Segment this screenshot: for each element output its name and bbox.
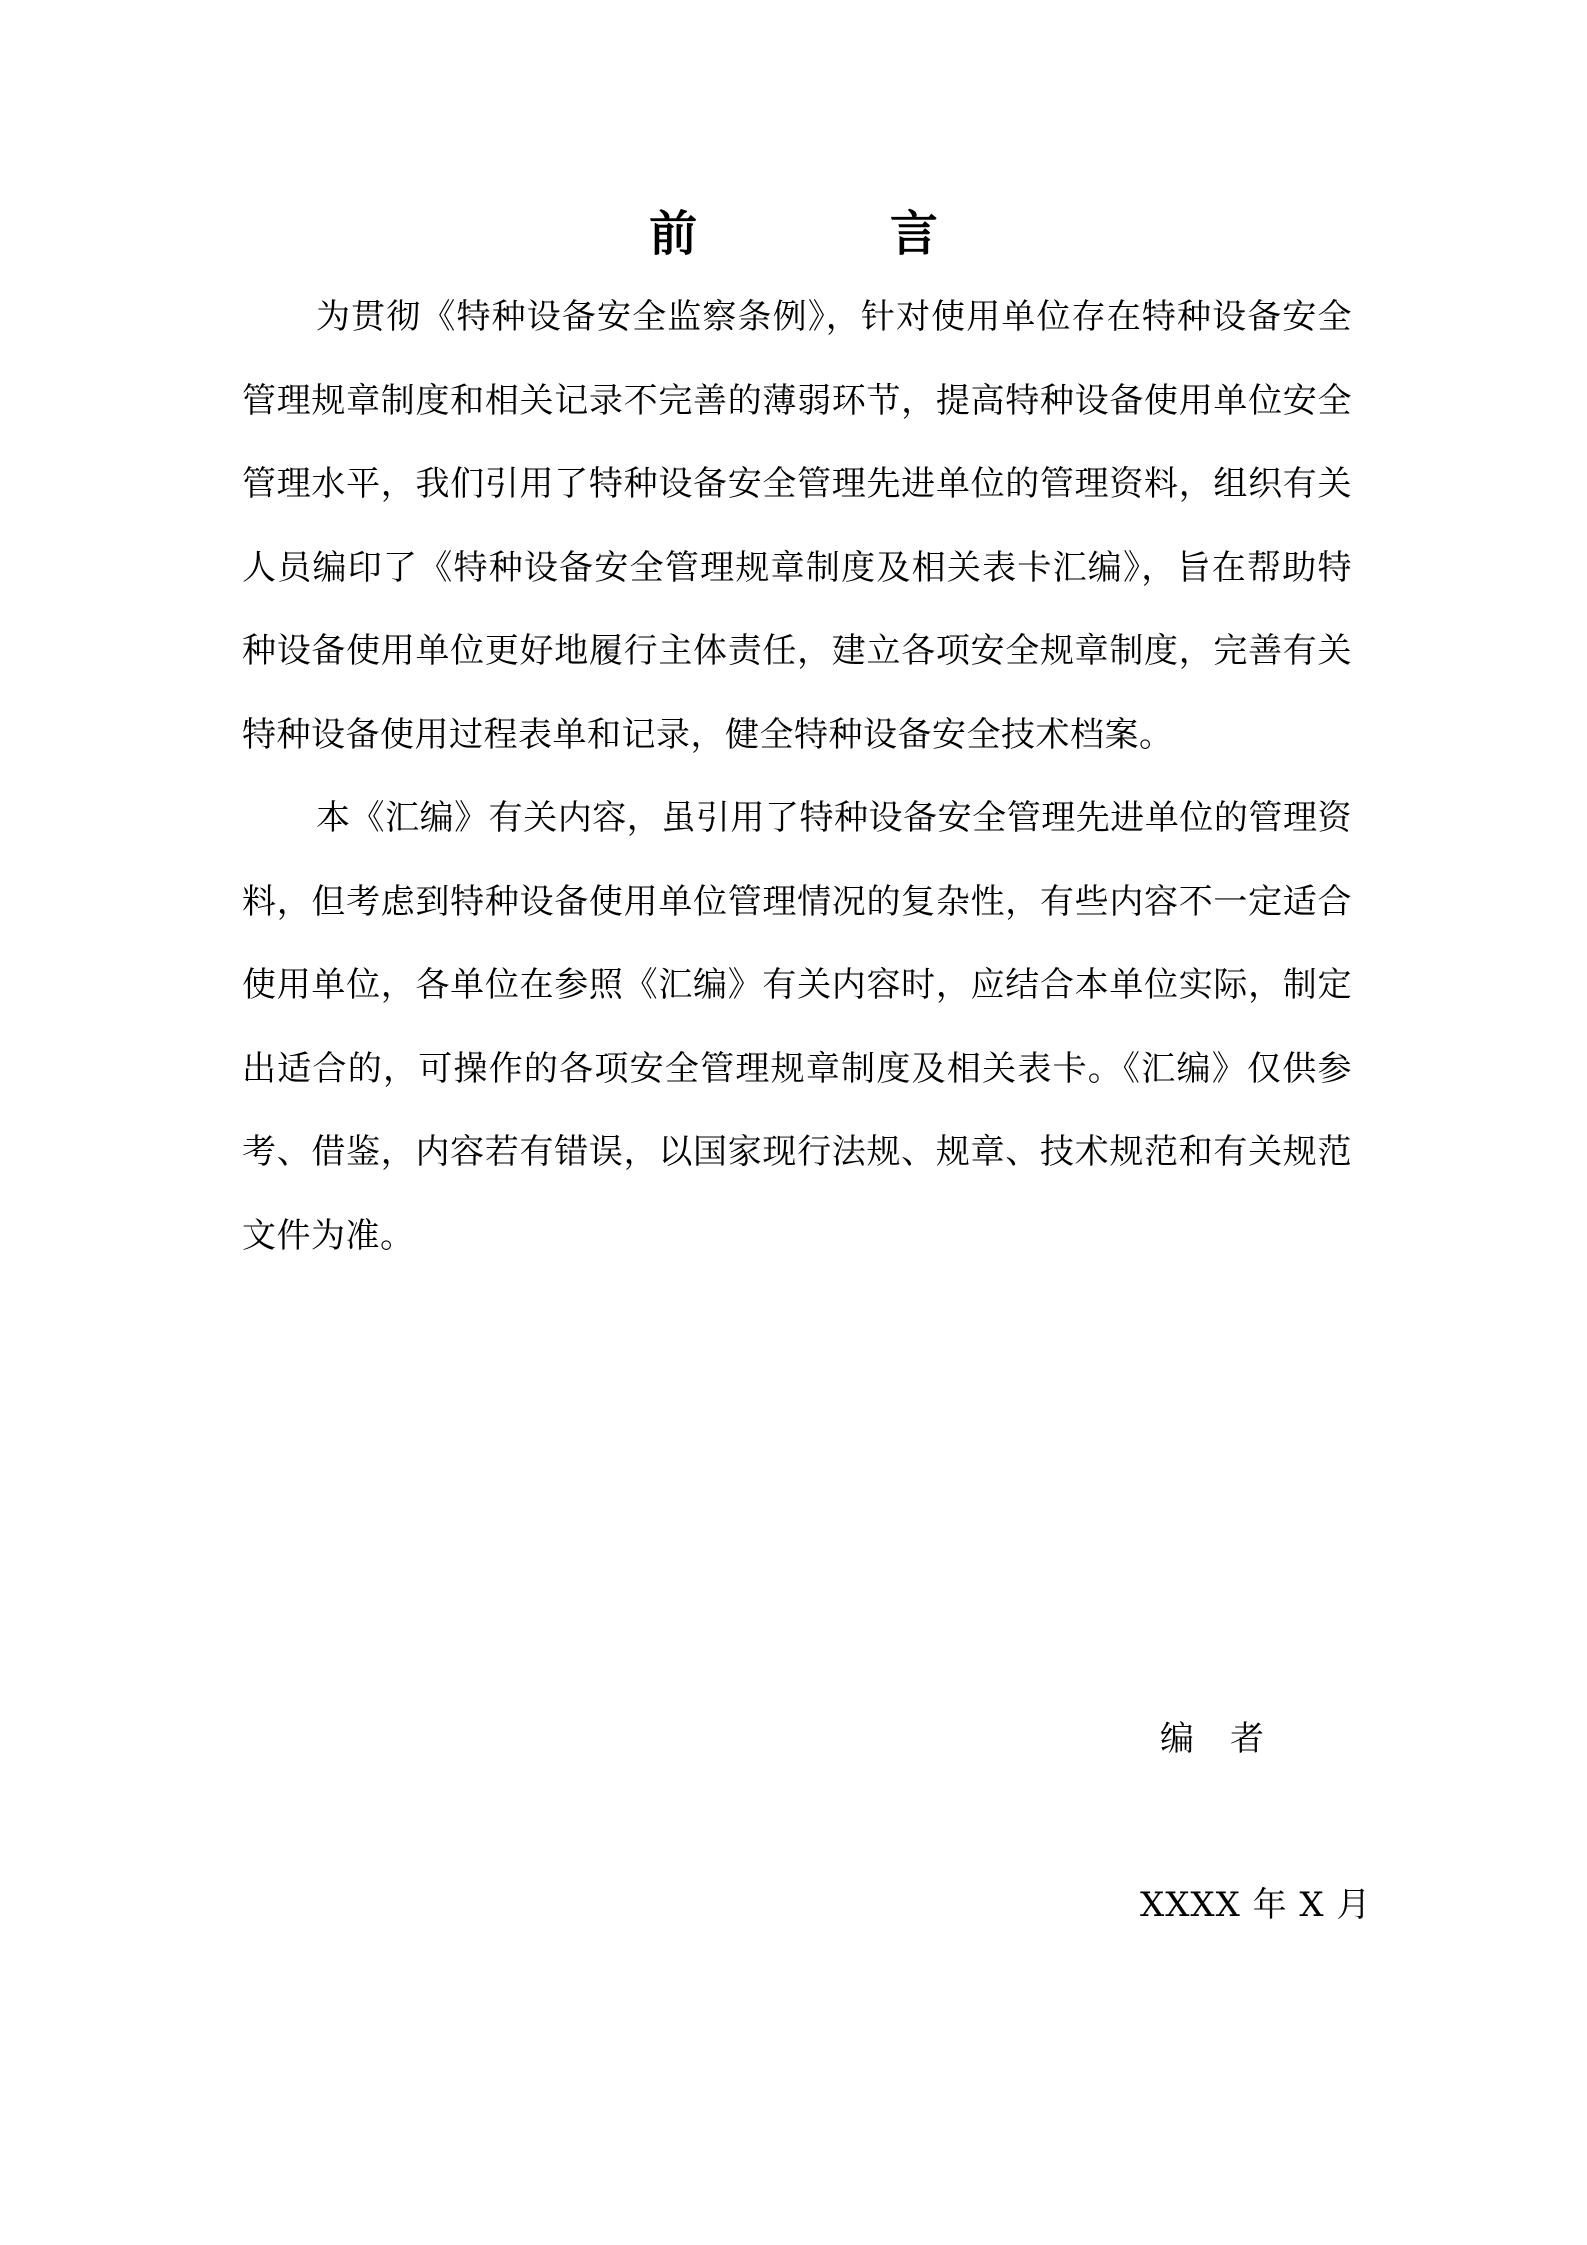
- preface-body: [242, 276, 1352, 1278]
- preface-paragraph-1: 为贯彻《特种设备安全监察条例》，针对使用单位存在特种设备安全管理规章制度和相关记录不完善的薄弱环节，提高特种设备使用单位安全管理水平，我们引用了特种设备安全管理先进单位的管理资料，组织有关人员编印了《特种设备安全管理规章制度及相关表卡汇编》，旨在帮助特种设备使用单位更好地履行主体责任，建立各项安全规章制度，完善有关特种设备使用过程表单和记录，健全特种设备安全技术档案。: [242, 297, 1352, 755]
- page-title: 前 言: [649, 206, 1026, 262]
- date-line: XXXX 年 X 月: [1140, 1885, 1372, 1925]
- author-signature: 编者: [1160, 1719, 1300, 1759]
- preface-paragraph-2: 本《汇编》有关内容，虽引用了特种设备安全管理先进单位的管理资料，但考虑到特种设备使用单位管理情况的复杂性，有些内容不一定适合使用单位，各单位在参照《汇编》有关内容时，应结合本单位实际，制定出适合的，可操作的各项安全管理规章制度及相关表卡。《汇编》仅供参考、借鉴，内容若有错误，以国家现行法规、规章、技术规范和有关规范文件为准。: [242, 798, 1352, 1256]
